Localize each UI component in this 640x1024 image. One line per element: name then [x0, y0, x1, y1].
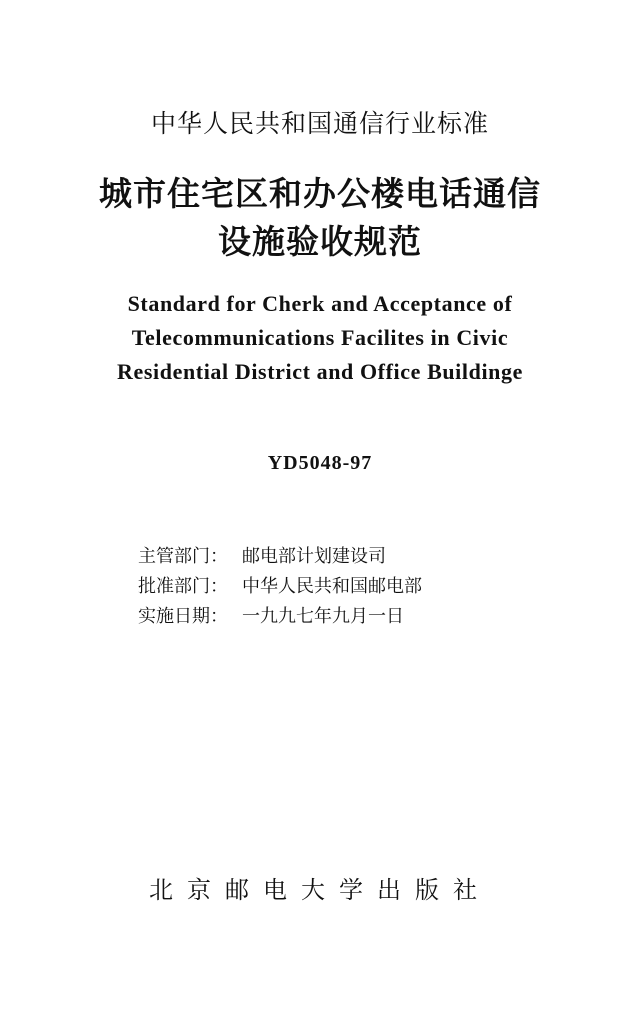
publication-info: [138, 542, 422, 632]
department-label: 主管部门：: [138, 546, 228, 567]
english-title-line-1: Standard for Cherk and Acceptance of: [127, 291, 513, 316]
chinese-title: [0, 170, 640, 266]
info-row-department: [138, 542, 422, 572]
chinese-title-line-2: 设施验收规范: [218, 222, 422, 261]
info-row-approval: [138, 572, 422, 602]
approval-label: 批准部门：: [138, 576, 228, 597]
industry-standard-header: 中华人民共和国通信行业标准: [150, 109, 489, 138]
info-row-effective-date: [138, 602, 422, 632]
english-title-line-3: Residential District and Office Buildinge: [117, 359, 523, 384]
publisher-name: 北京邮电大学出版社: [149, 876, 491, 904]
chinese-title-line-1: 城市住宅区和办公楼电话通信: [99, 174, 541, 213]
effective-date-label: 实施日期：: [138, 606, 228, 627]
english-title: [0, 287, 640, 389]
department-value: 邮电部计划建设司: [242, 546, 386, 567]
approval-value: 中华人民共和国邮电部: [242, 576, 422, 597]
effective-date-value: 一九九七年九月一日: [242, 606, 404, 627]
english-title-line-2: Telecommunications Facilites in Civic: [131, 325, 509, 350]
standard-code: YD5048-97: [267, 452, 373, 474]
